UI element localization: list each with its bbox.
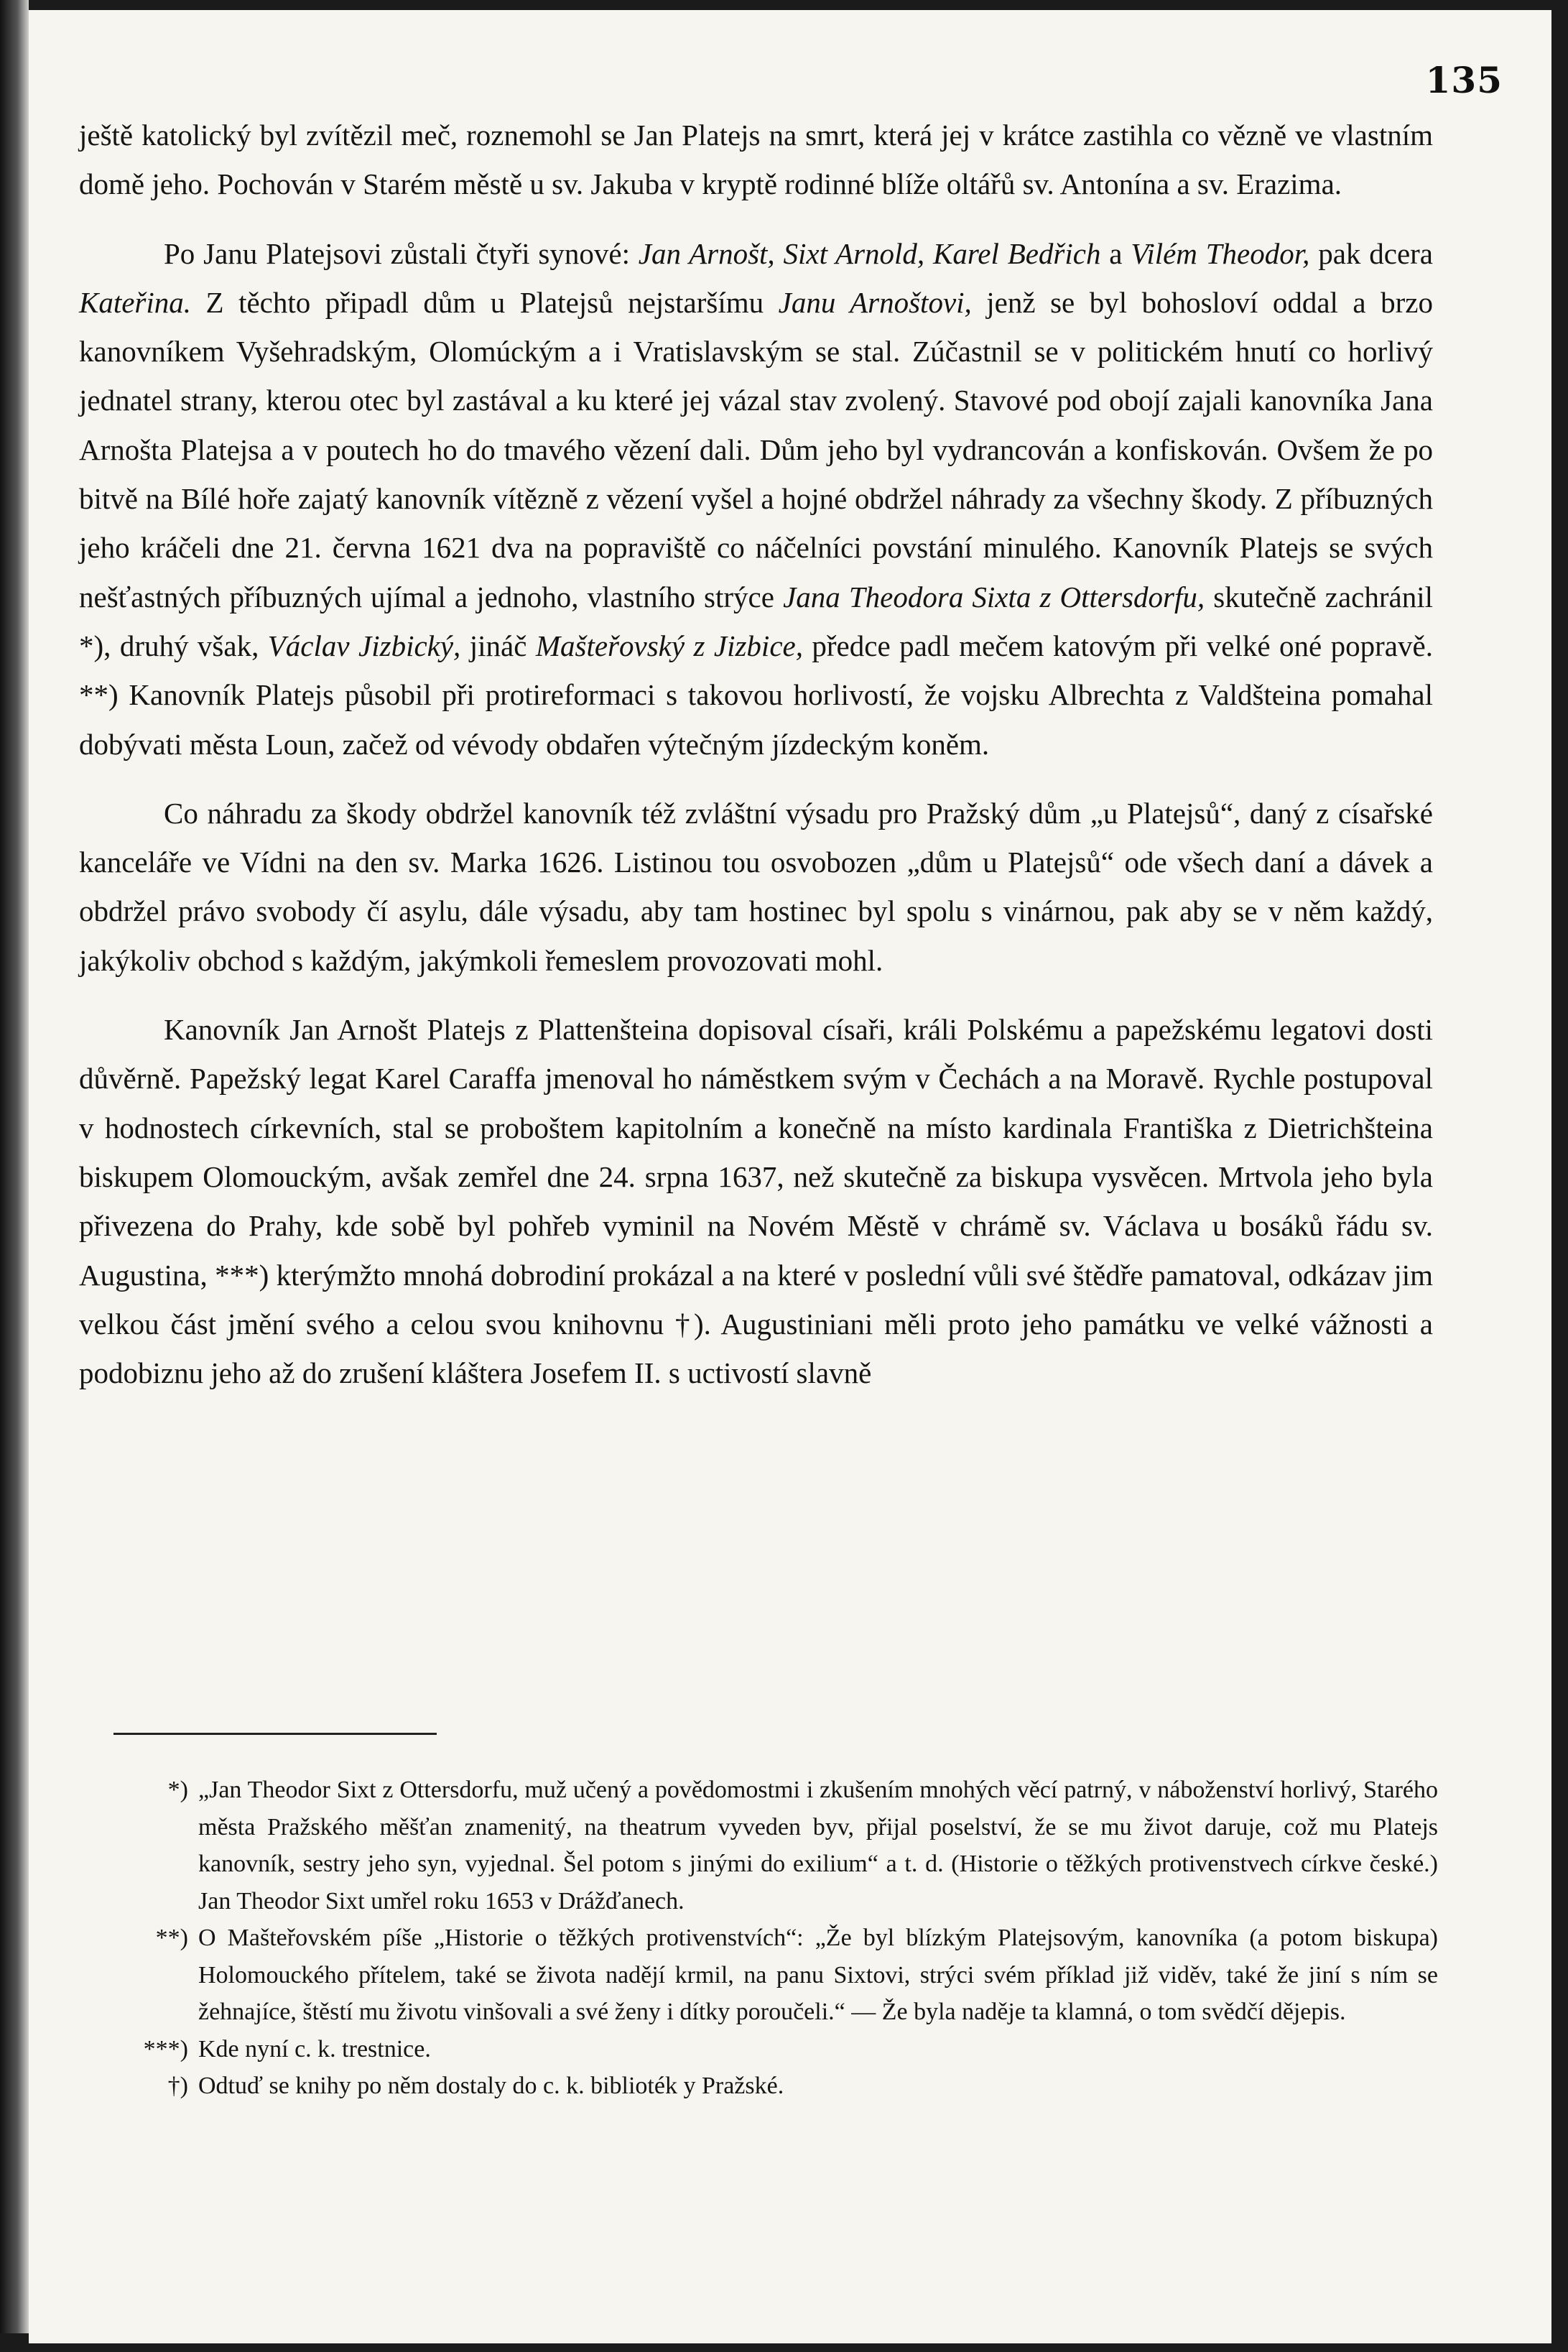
italic-name: Kateřina.	[79, 285, 192, 319]
footnote-mark: **)	[155, 1925, 188, 1951]
italic-name: Jana Theodora Sixta z Ottersdorfu,	[783, 580, 1205, 614]
footnote	[124, 1920, 1438, 2031]
footnote-mark: *)	[167, 1777, 188, 1803]
footnote-mark: ***)	[143, 2035, 188, 2062]
text-run: Po Janu Platejsovi zůstali čtyři synové:	[164, 236, 639, 270]
footnote-text: Kde nyní c. k. trestnice.	[198, 2035, 431, 2062]
text-run: pak dcera	[1309, 236, 1433, 270]
italic-name: Vilém Theodor,	[1131, 236, 1310, 270]
italic-name: Mašteřovský z Jizbice,	[535, 629, 803, 662]
footnote-text: O Mašteřovském píše „Historie o těžkých protivenstvích“: „Že byl blízkým Platejsovým, kanovníka (a potom biskupa) Holomouckého přítelem, také se života nadějí krmil, na panu Sixtovi, strýci svém příklad již viděv, také že jiní s ním se žehnajíce, štěstí mu životu vinšovali a své ženy i dítky poroučeli.“ — Že byla naděje ta klamná, o tom svědčí dějepis.	[198, 1925, 1438, 2025]
paragraph-3: Co náhradu za škody obdržel kanovník též zvláštní výsadu pro Pražský dům „u Platejsů“, daný z císařské kanceláře ve Vídni na den sv. Marka 1626. Listinou tou osvobozen „dům u Platejsů“ ode všech daní a dávek a obdržel právo svobody čí asylu, dále výsadu, aby tam hostinec byl spolu s vinárnou, pak aby se v něm každý, jakýkoliv obchod s každým, jakýmkoli řemeslem provozovati mohl.	[79, 796, 1433, 977]
footnote-mark: †)	[167, 2073, 188, 2099]
footnote-text: „Jan Theodor Sixt z Ottersdorfu, muž učený a povědomostmi i zkušením mnohých věcí patrný, v náboženství horlivý, Starého města Pražského měšťan znamenitý, na theatrum vyveden byv, přijal poselství, že se mu život daruje, což mu Platejs kanovník, sestry jeho syn, vyjednal. Šel potom s jinými do exilium“ a t. d. (Historie o těžkých protivenstvech církve české.) Jan Theodor Sixt umřel roku 1653 v Drážďanech.	[198, 1777, 1438, 1915]
text-run: Z těchto připadl dům u Platejsů nejstaršímu	[191, 285, 779, 319]
page-edge-shadow	[0, 0, 29, 2333]
text-run: předce padl mečem katovým při velké oné popravě. **) Kanovník Platejs působil při protireformaci s takovou horlivostí, že vojsku Albrechta z Valdšteina pomahal dobývati města Loun, začež od vévody obdařen výtečným jízdeckým koněm.	[79, 629, 1433, 761]
footnote-separator	[113, 1733, 437, 1735]
paragraph-1: ještě katolický byl zvítězil meč, roznemohl se Jan Platejs na smrt, která jej v krátce zastihla co vězně ve vlastním domě jeho. Pochován v Starém městě u sv. Jakuba v kryptě rodinné blíže oltářů sv. Antonína a sv. Erazima.	[79, 119, 1433, 201]
paragraph-4: Kanovník Jan Arnošt Platejs z Plattenšteina dopisoval císaři, králi Polskému a papežskému legatovi dosti důvěrně. Papežský legat Karel Caraffa jmenoval ho náměstkem svým v Čechách a na Moravě. Rychle postupoval v hodnostech církevních, stal se proboštem kapitolním a konečně na místo kardinala Františka z Dietrichšteina biskupem Olomouckým, avšak zemřel dne 24. srpna 1637, než skutečně za biskupa vysvěcen. Mrtvola jeho byla přivezena do Prahy, kde sobě byl pohřeb vyminil na Novém Městě v chrámě sv. Václava u bosáků řádu sv. Augustina, ***) kterýmžto mnohá dobrodiní prokázal a na které v poslední vůli své štědře pamatoval, odkázav jim velkou část jmění svého a celou svou knihovnu †). Augustiniani měli proto jeho památku ve velké vážnosti a podobiznu jeho až do zrušení kláštera Josefem II. s uctivostí slavně	[79, 1013, 1433, 1390]
page-number: 135	[1425, 59, 1503, 101]
main-text	[79, 111, 1433, 1397]
text-run: jenž se byl bohosloví oddal a brzo kanovníkem Vyšehradským, Olomúckým a i Vratislavským se stal. Zúčastnil se v politickém hnutí co horlivý jednatel strany, kterou otec byl zastával a ku které jej vázal stav zvolený. Stavové pod obojí zajali kanovníka Jana Arnošta Platejsa a v poutech ho do tmavého vězení dali. Dům jeho byl vydrancován a konfiskován. Ovšem že po bitvě na Bílé hoře zajatý kanovník vítězně z vězení vyšel a hojné obdržel náhrady za všechny škody. Z příbuzných jeho kráčeli dne 21. června 1621 dva na popraviště co náčelníci povstání minulého. Kanovník Platejs se svých nešťastných příbuzných ujímal a jednoho, vlastního strýce	[79, 285, 1433, 614]
italic-name: Václav Jizbický,	[267, 629, 461, 662]
footnote	[124, 1772, 1438, 1920]
footnote	[124, 2031, 1438, 2068]
footnote-text: Odtuď se knihy po něm dostaly do c. k. biblioték y Pražské.	[198, 2073, 784, 2099]
italic-name: Janu Arnoštovi,	[778, 285, 972, 319]
paragraph-2	[79, 229, 1433, 769]
text-run: skutečně zachránil *), druhý však,	[79, 580, 1434, 662]
footnote	[124, 2068, 1438, 2105]
document-page	[29, 10, 1551, 2343]
text-run: a	[1100, 236, 1131, 270]
italic-names: Jan Arnošt, Sixt Arnold, Karel Bedřich	[638, 236, 1101, 270]
footnotes	[124, 1772, 1438, 2105]
text-run: jináč	[460, 629, 536, 662]
